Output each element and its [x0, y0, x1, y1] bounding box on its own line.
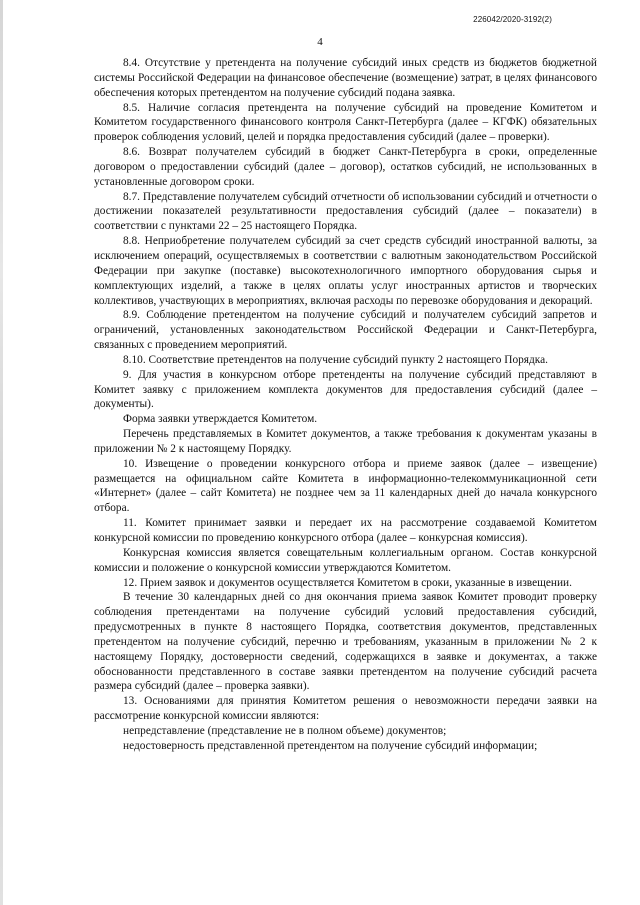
- paragraph-8-5: 8.5. Наличие согласия претендента на получение субсидий на проведение Комитетом и Комитетом государственного финансового контроля Санкт-Петербурга (далее – КГФК) обязательных проверок соблюдения условий, целей и порядка предоставления субсидий (далее – проверки).: [94, 101, 597, 144]
- paragraph-review-period: В течение 30 календарных дней со дня окончания приема заявок Комитет проводит проверку соблюдения претендентами на получение субсидий условий предоставления субсидий, предусмотренных в пункте 8 настоящего Порядка, соответствия документов, представленных претендентом на получение субсидий, перечню и требованиям, указанным в приложении № 2 к настоящему Порядку, достоверности сведений, содержащихся в заявке и документах, а также обоснованности представленного в составе заявки претендентом на получение субсидий расчета размера субсидий (далее – проверка заявки).: [94, 591, 597, 693]
- page-number: 4: [317, 36, 323, 48]
- paragraph-10: 10. Извещение о проведении конкурсного отбора и приеме заявок (далее – извещение) размещается на официальном сайте Комитета в информационно-телекоммуникационной сети «Интернет» (далее – сайт Комитета) не позднее чем за 11 календарных дней до начала конкурсного отбора.: [94, 457, 597, 515]
- scan-edge: [0, 0, 3, 905]
- paragraph-documents-list: Перечень представляемых в Комитет документов, а также требования к документам указаны в приложении № 2 к настоящему Порядку.: [94, 428, 597, 455]
- paragraph-8-9: 8.9. Соблюдение претендентом на получение субсидий и получателем субсидий запретов и ограничений, установленных законодательством Российской Федерации и Санкт-Петербурга, связанных с проведением мероприятий.: [94, 309, 597, 352]
- document-body: [94, 56, 597, 754]
- paragraph-8-4: 8.4. Отсутствие у претендента на получение субсидий иных средств из бюджетов бюджетной системы Российской Федерации на финансовое обеспечение (возмещение) затрат, в целях финансового обеспечения которых претендентом на получение субсидий подана заявка.: [94, 57, 597, 99]
- paragraph-8-6: 8.6. Возврат получателем субсидий в бюджет Санкт-Петербурга в сроки, определенные договором о предоставлении субсидий (далее – договор), остатков субсидий, не использованных в установленные договором сроки.: [94, 146, 597, 188]
- paragraph-8-8: 8.8. Неприобретение получателем субсидий за счет средств субсидий иностранной валюты, за исключением операций, осуществляемых в соответствии с валютным законодательством Российской Федерации при закупке (поставке) высокотехнологичного импортного оборудования сырья и комплектующих изделий, а также в целях оплаты услуг иностранных артистов и творческих коллективов, участвующих в мероприятиях, включая расходы по перевозке оборудования и декораций.: [94, 235, 597, 307]
- list-item-non-submission: непредставление (представление не в полном объеме) документов;: [123, 724, 447, 737]
- paragraph-application-form: Форма заявки утверждается Комитетом.: [123, 413, 318, 426]
- list-item-inaccuracy: недостоверность представленной претендентом на получение субсидий информации;: [123, 739, 538, 752]
- paragraph-8-7: 8.7. Представление получателем субсидий отчетности об использовании субсидий и отчетности о достижении показателей результативности предоставления субсидий (далее – показатели) в соответствии с пунктами 22 – 25 настоящего Порядка.: [94, 190, 597, 233]
- document-number: 226042/2020-3192(2): [473, 15, 552, 24]
- paragraph-9: 9. Для участия в конкурсном отборе претенденты на получение субсидий представляют в Комитет заявку с приложением комплекта документов для предоставления субсидий (далее – документы).: [94, 368, 597, 411]
- paragraph-13: 13. Основаниями для принятия Комитетом решения о невозможности передачи заявки на рассмотрение конкурсной комиссии являются:: [94, 695, 597, 723]
- paragraph-commission: Конкурсная комиссия является совещательным коллегиальным органом. Состав конкурсной комиссии и положение о конкурсной комиссии утверждаются Комитетом.: [94, 546, 597, 574]
- paragraph-11: 11. Комитет принимает заявки и передает их на рассмотрение создаваемой Комитетом конкурсной комиссии по проведению конкурсного отбора (далее – конкурсная комиссия).: [94, 517, 597, 544]
- paragraph-8-10: 8.10. Соответствие претендентов на получение субсидий пункту 2 настоящего Порядка.: [123, 353, 548, 366]
- paragraph-12: 12. Прием заявок и документов осуществляется Комитетом в сроки, указанные в извещении.: [123, 576, 572, 589]
